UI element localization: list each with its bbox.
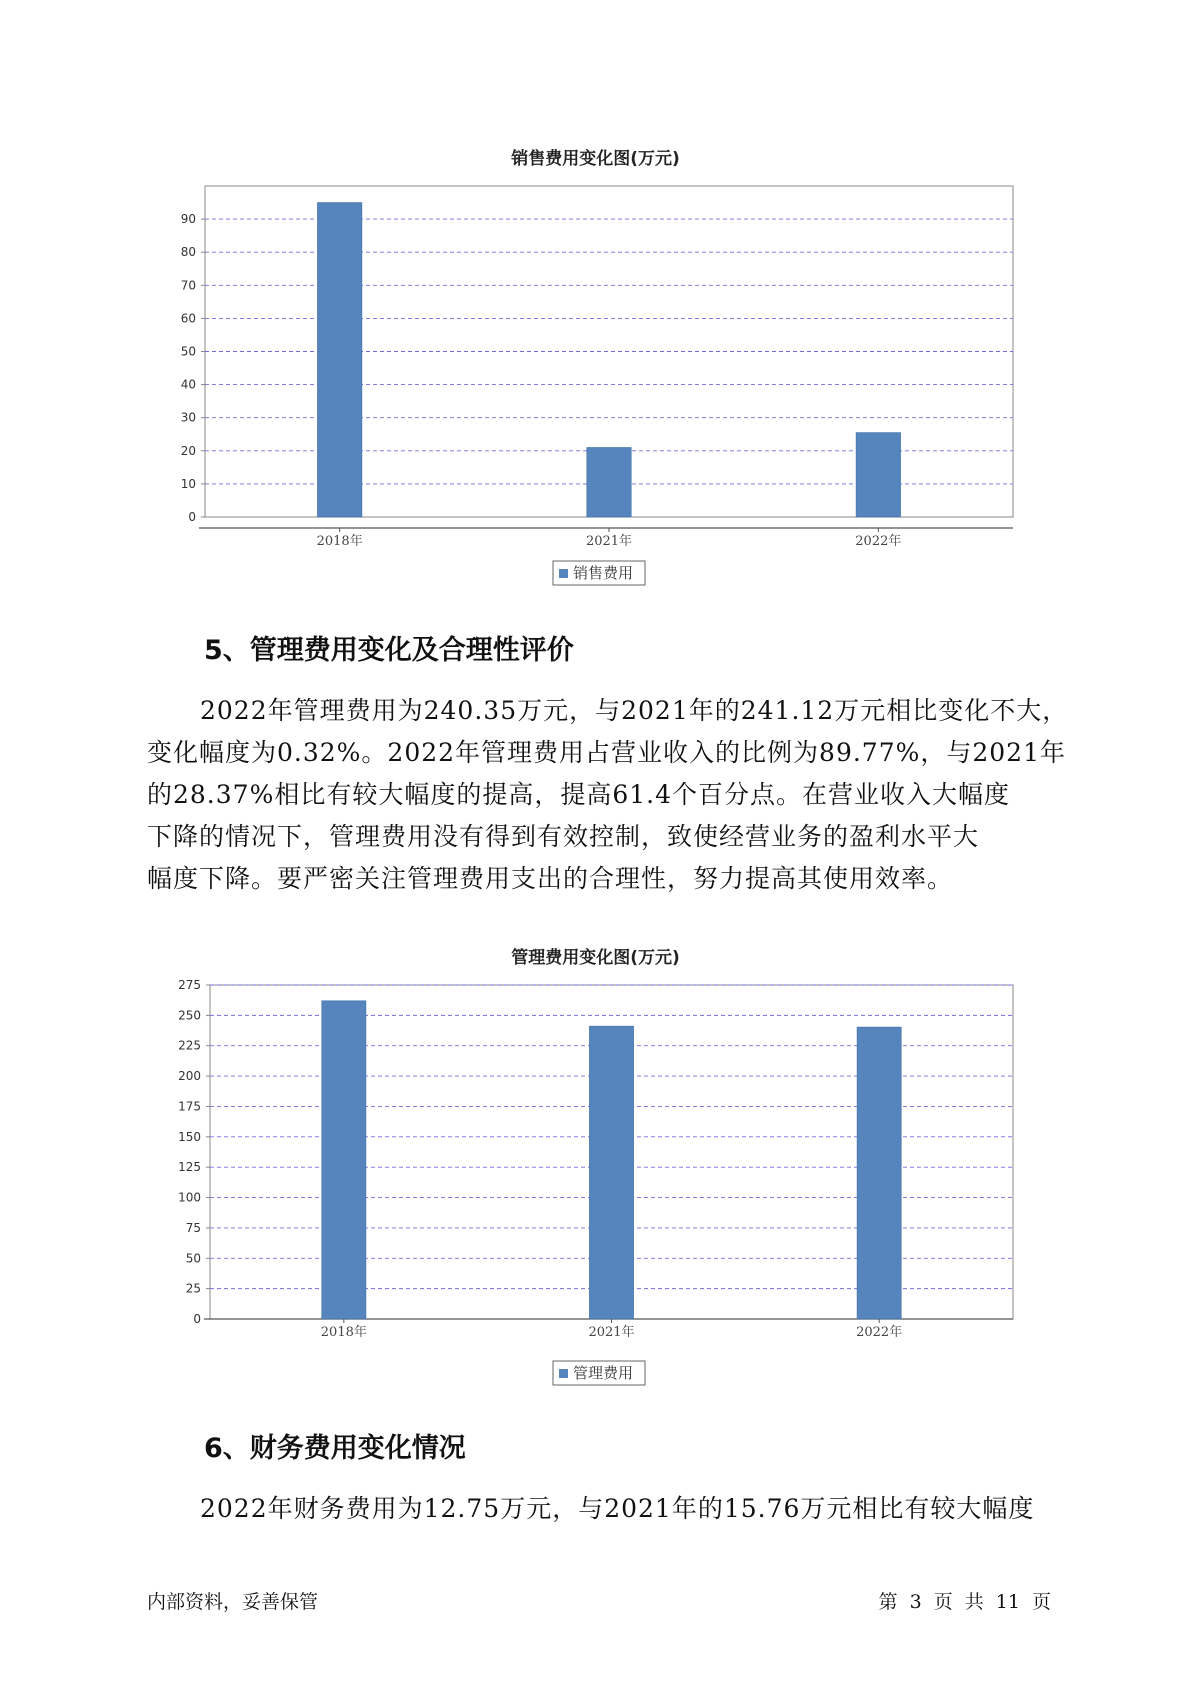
- y-tick-label: 75: [185, 1220, 201, 1235]
- y-tick-label: 250: [178, 1008, 201, 1023]
- y-tick-label: 150: [178, 1129, 201, 1144]
- admin-expense-chart: [0, 965, 1191, 1405]
- section5-paragraph: [147, 690, 1069, 900]
- y-tick-label: 225: [178, 1038, 201, 1053]
- admin-expense-chart-title: 管理费用变化图(万元): [511, 948, 680, 968]
- x-tick-label: 2018年: [320, 1325, 367, 1340]
- bar: [856, 433, 900, 517]
- section6-heading: 6、财务费用变化情况: [204, 1433, 466, 1464]
- y-tick-label: 25: [185, 1281, 201, 1296]
- footer-confidential-note: 内部资料，妥善保管: [147, 1591, 319, 1613]
- y-tick-label: 20: [180, 443, 196, 458]
- y-tick-label: 275: [178, 978, 201, 992]
- legend-swatch: [559, 1369, 568, 1378]
- y-tick-label: 90: [180, 212, 196, 227]
- y-tick-label: 10: [180, 476, 196, 491]
- bar: [587, 447, 631, 517]
- x-tick-label: 2022年: [856, 1325, 903, 1340]
- y-tick-label: 80: [180, 245, 196, 260]
- paragraph-line: 的28.37%相比有较大幅度的提高，提高61.4个百分点。在营业收入大幅度: [147, 780, 1010, 809]
- x-tick-label: 2021年: [588, 1325, 635, 1340]
- legend-swatch: [559, 569, 568, 578]
- paragraph-line: 幅度下降。要严密关注管理费用支出的合理性，努力提高其使用效率。: [147, 864, 954, 893]
- bar: [322, 1001, 366, 1319]
- y-tick-label: 200: [178, 1069, 201, 1084]
- bar: [857, 1027, 901, 1319]
- y-tick-label: 0: [193, 1312, 201, 1326]
- sales-expense-chart-title: 销售费用变化图(万元): [511, 149, 680, 169]
- legend-label: 管理费用: [573, 1364, 634, 1382]
- bar: [589, 1026, 633, 1319]
- bar: [317, 203, 361, 517]
- y-tick-label: 0: [188, 510, 196, 524]
- y-tick-label: 40: [180, 377, 196, 392]
- paragraph-line: 变化幅度为0.32%。2022年管理费用占营业收入的比例为89.77%，与2021年: [147, 738, 1066, 767]
- y-tick-label: 175: [178, 1099, 201, 1114]
- y-tick-label: 70: [180, 278, 196, 293]
- footer-page-number: 第 3 页 共 11 页: [878, 1591, 1051, 1613]
- section6-paragraph: [147, 1488, 1057, 1530]
- y-tick-label: 50: [185, 1251, 201, 1266]
- x-tick-label: 2021年: [585, 534, 633, 549]
- y-tick-label: 125: [178, 1160, 201, 1175]
- y-tick-label: 60: [180, 311, 196, 326]
- y-tick-label: 100: [178, 1190, 201, 1205]
- y-tick-label: 50: [180, 344, 196, 359]
- x-tick-label: 2022年: [855, 534, 902, 549]
- legend-label: 销售费用: [573, 564, 634, 582]
- section5-heading: 5、管理费用变化及合理性评价: [204, 635, 574, 666]
- paragraph-line: 下降的情况下，管理费用没有得到有效控制，致使经营业务的盈利水平大: [147, 822, 980, 851]
- paragraph-line: 2022年财务费用为12.75万元，与2021年的15.76万元相比有较大幅度: [200, 1494, 1035, 1523]
- y-tick-label: 30: [180, 410, 196, 425]
- sales-expense-chart: [0, 165, 1191, 605]
- x-tick-label: 2018年: [316, 534, 363, 549]
- paragraph-line: 2022年管理费用为240.35万元，与2021年的241.12万元相比变化不大，: [200, 696, 1069, 725]
